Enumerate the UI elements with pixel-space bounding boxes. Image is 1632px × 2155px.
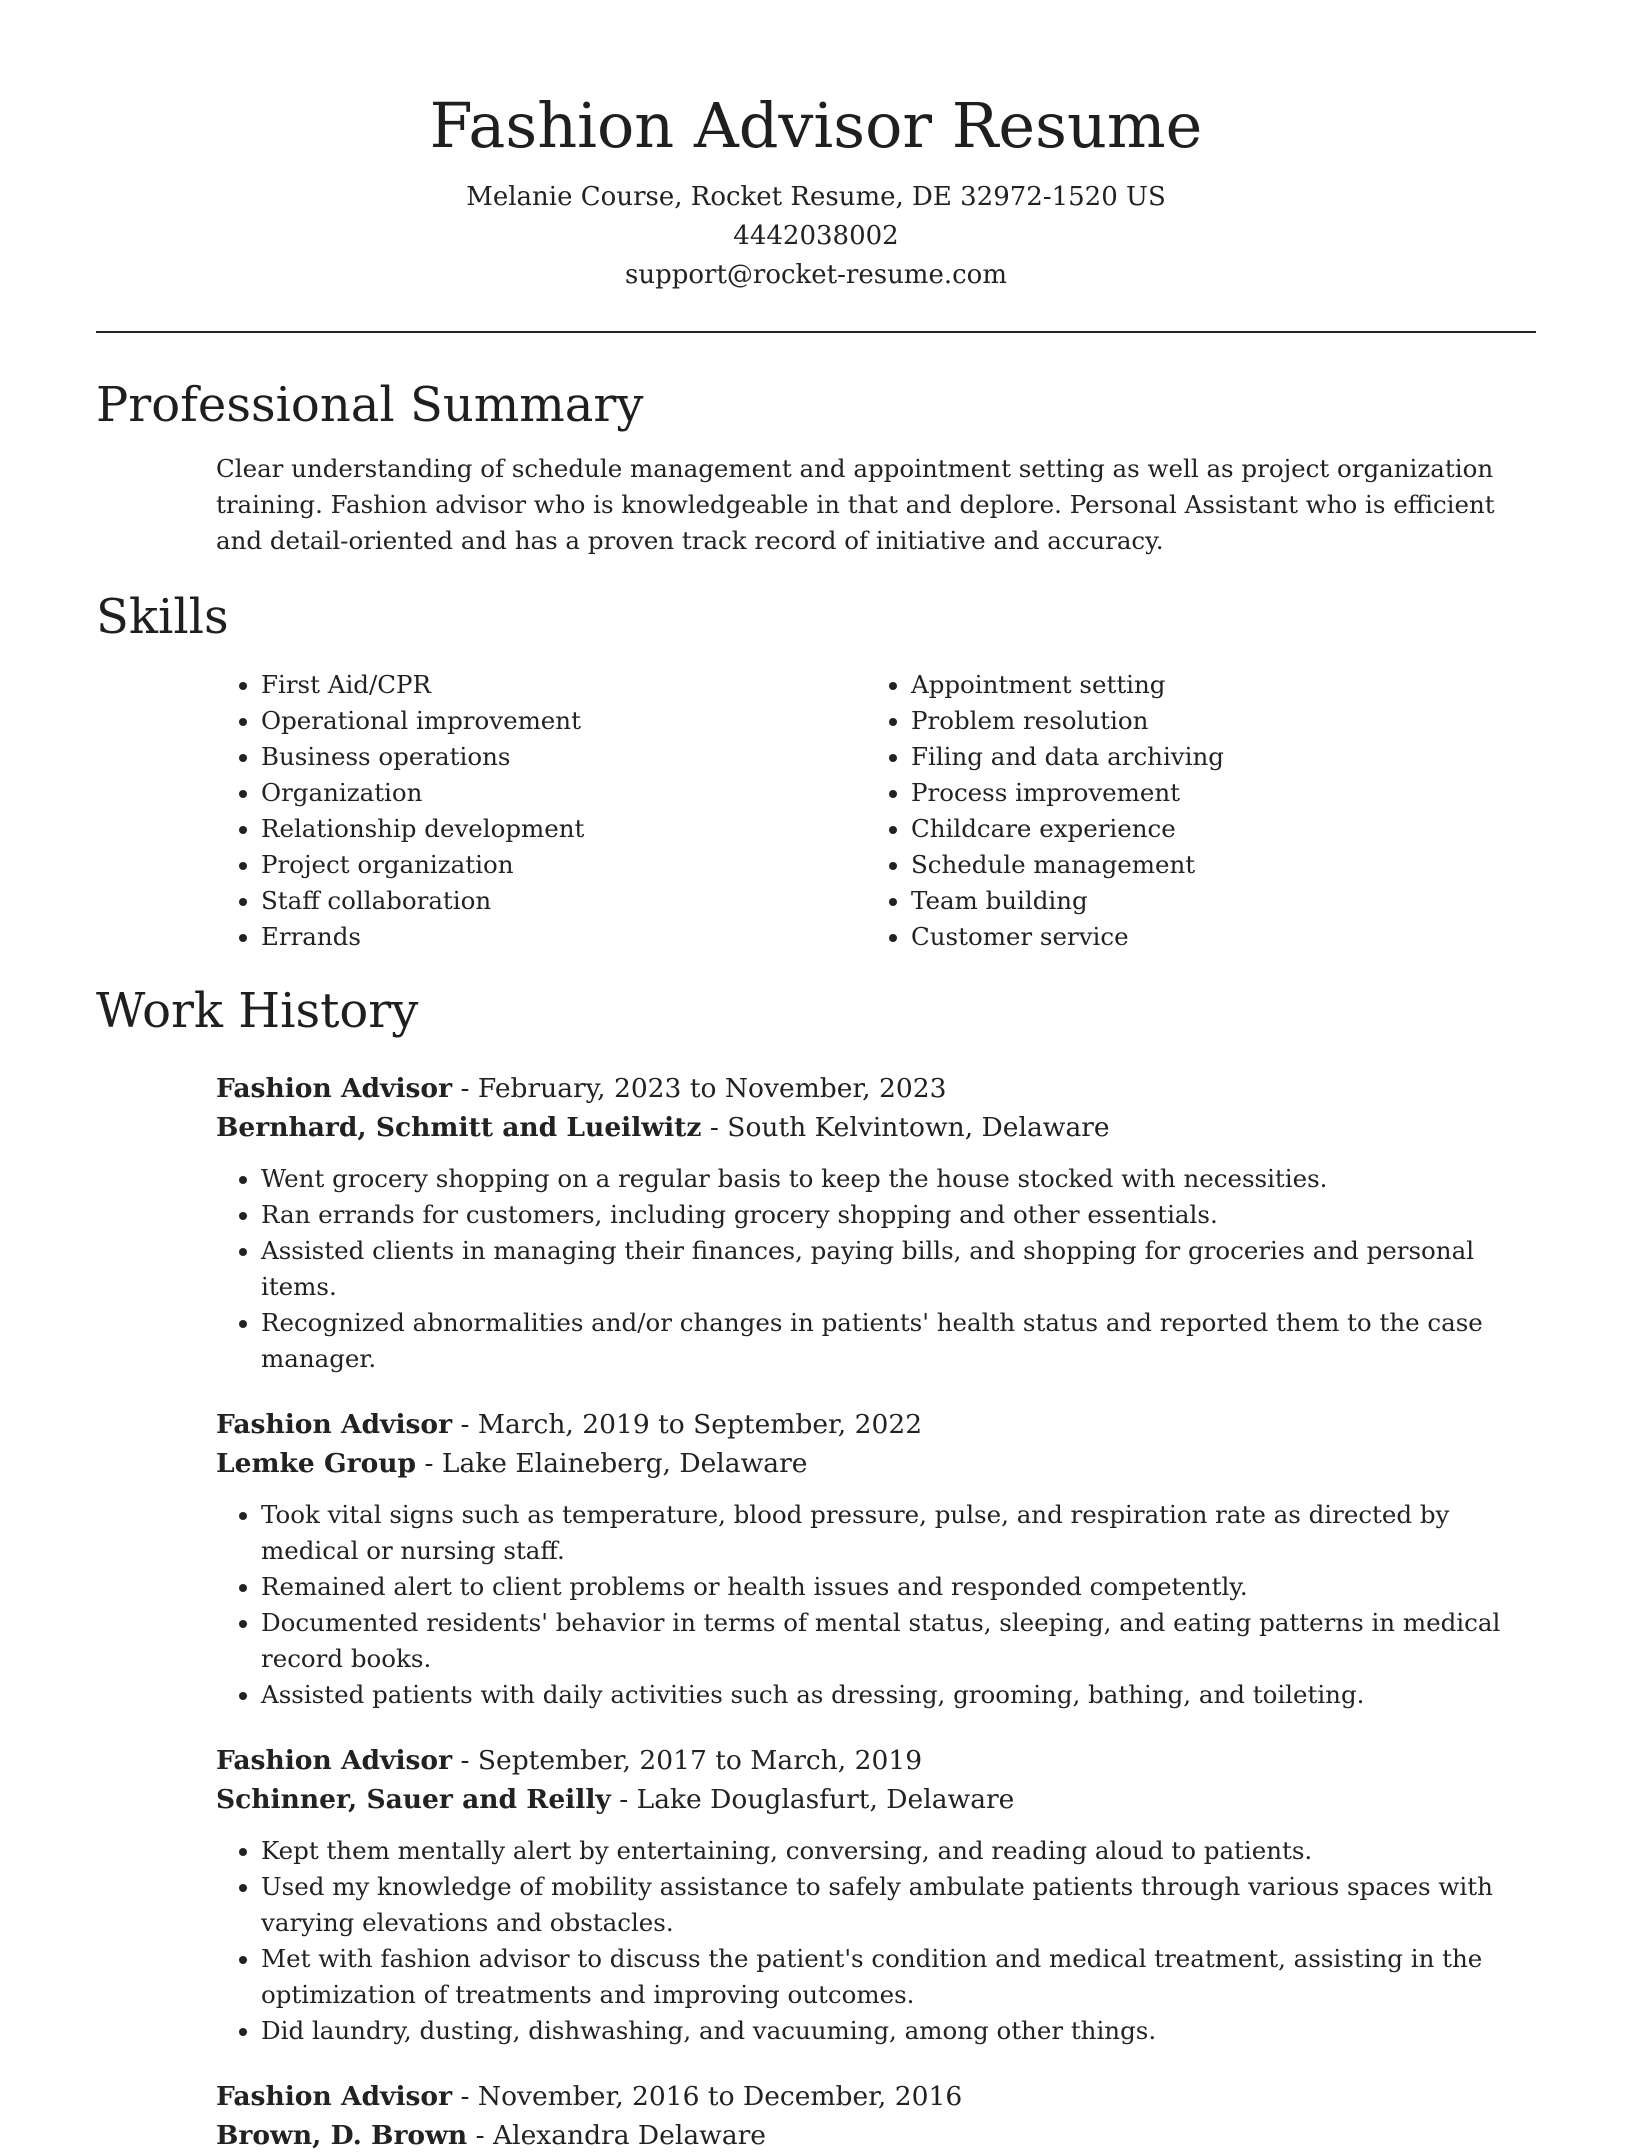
contact-email: support@rocket-resume.com bbox=[624, 260, 1007, 290]
job-bullets bbox=[216, 1161, 1536, 1377]
job-dates: - February, 2023 to November, 2023 bbox=[452, 1073, 947, 1104]
skill-item: • Business operations bbox=[261, 739, 866, 775]
skills-heading: Skills bbox=[96, 589, 229, 645]
work-history-section bbox=[96, 979, 1536, 2155]
skill-item: • Schedule management bbox=[911, 847, 1511, 883]
skill-item: • Problem resolution bbox=[911, 703, 1511, 739]
skills-section bbox=[96, 585, 1536, 955]
job-entry bbox=[216, 2077, 1536, 2155]
resume-title: Fashion Advisor Resume bbox=[429, 89, 1203, 162]
job-location: - Lake Elaineberg, Delaware bbox=[416, 1448, 808, 1479]
resume-page bbox=[96, 0, 1536, 2155]
job-title: Fashion Advisor bbox=[216, 1745, 453, 1776]
job-location: - South Kelvintown, Delaware bbox=[701, 1112, 1110, 1143]
summary-heading: Professional Summary bbox=[96, 377, 644, 433]
skill-item: • Process improvement bbox=[911, 775, 1511, 811]
job-bullets bbox=[216, 1833, 1536, 2049]
work-history-heading: Work History bbox=[96, 983, 419, 1039]
job-title: Fashion Advisor bbox=[216, 1409, 453, 1440]
skill-item: • Organization bbox=[261, 775, 866, 811]
job-bullet: • Assisted patients with daily activities such as dressing, grooming, bathing, and toileting. bbox=[261, 1677, 1536, 1713]
job-bullet: • Met with fashion advisor to discuss the patient's condition and medical treatment, assisting in the optimization of treatments and improving outcomes. bbox=[261, 1941, 1536, 2013]
job-dates: - November, 2016 to December, 2016 bbox=[452, 2081, 963, 2112]
skill-item: • Operational improvement bbox=[261, 703, 866, 739]
skill-item: • Customer service bbox=[911, 919, 1511, 955]
job-company: Brown, D. Brown bbox=[216, 2120, 468, 2151]
job-title-line bbox=[216, 1741, 1536, 1780]
skill-item: • Errands bbox=[261, 919, 866, 955]
job-entry bbox=[216, 1741, 1536, 2049]
job-title-line bbox=[216, 1069, 1536, 1108]
job-bullet: • Went grocery shopping on a regular basis to keep the house stocked with necessities. bbox=[261, 1161, 1536, 1197]
job-bullet: • Remained alert to client problems or health issues and responded competently. bbox=[261, 1569, 1536, 1605]
job-title: Fashion Advisor bbox=[216, 1073, 453, 1104]
job-bullet: • Ran errands for customers, including grocery shopping and other essentials. bbox=[261, 1197, 1536, 1233]
job-entry bbox=[216, 1069, 1536, 1377]
skill-item: • Appointment setting bbox=[911, 667, 1511, 703]
skill-item: • Project organization bbox=[261, 847, 866, 883]
job-bullet: • Documented residents' behavior in terms of mental status, sleeping, and eating patterns in medical record books. bbox=[261, 1605, 1536, 1677]
contact-block bbox=[96, 178, 1536, 295]
job-bullet: • Assisted clients in managing their finances, paying bills, and shopping for groceries and personal items. bbox=[261, 1233, 1536, 1305]
job-title: Fashion Advisor bbox=[216, 2081, 453, 2112]
job-company: Bernhard, Schmitt and Lueilwitz bbox=[216, 1112, 702, 1143]
job-location: - Alexandra Delaware bbox=[467, 2120, 766, 2151]
summary-text: Clear understanding of schedule management and appointment setting as well as project organization training. Fashion advisor who is knowledgeable in that and deplore. Personal Assistant who is efficient and detail-oriented and has a proven track record of initiative and accuracy. bbox=[216, 454, 1495, 555]
skill-item: • Childcare experience bbox=[911, 811, 1511, 847]
skills-list bbox=[216, 667, 1536, 955]
job-company: Schinner, Sauer and Reilly bbox=[216, 1784, 611, 1815]
summary-section bbox=[96, 373, 1536, 559]
job-bullets bbox=[216, 1497, 1536, 1713]
skill-item: • Relationship development bbox=[261, 811, 866, 847]
header-divider bbox=[96, 331, 1536, 333]
job-bullet: • Kept them mentally alert by entertaining, conversing, and reading aloud to patients. bbox=[261, 1833, 1536, 1869]
contact-address: Melanie Course, Rocket Resume, DE 32972-1520 US bbox=[466, 182, 1166, 212]
job-company-line bbox=[216, 1444, 1536, 1483]
job-title-line bbox=[216, 2077, 1536, 2116]
job-bullet: • Did laundry, dusting, dishwashing, and vacuuming, among other things. bbox=[261, 2013, 1536, 2049]
job-dates: - March, 2019 to September, 2022 bbox=[452, 1409, 923, 1440]
job-company-line bbox=[216, 1108, 1536, 1147]
job-bullet: • Took vital signs such as temperature, blood pressure, pulse, and respiration rate as directed by medical or nursing staff. bbox=[261, 1497, 1536, 1569]
job-company: Lemke Group bbox=[216, 1448, 417, 1479]
job-bullet: • Recognized abnormalities and/or changes in patients' health status and reported them to the case manager. bbox=[261, 1305, 1536, 1377]
job-location: - Lake Douglasfurt, Delaware bbox=[610, 1784, 1015, 1815]
contact-phone: 4442038002 bbox=[733, 221, 899, 251]
skill-item: • Filing and data archiving bbox=[911, 739, 1511, 775]
job-title-line bbox=[216, 1405, 1536, 1444]
skills-column-2 bbox=[866, 667, 1511, 955]
skills-column-1 bbox=[216, 667, 866, 955]
job-company-line bbox=[216, 2116, 1536, 2155]
skill-item: • First Aid/CPR bbox=[261, 667, 866, 703]
job-entry bbox=[216, 1405, 1536, 1713]
job-dates: - September, 2017 to March, 2019 bbox=[452, 1745, 923, 1776]
job-company-line bbox=[216, 1780, 1536, 1819]
skill-item: • Staff collaboration bbox=[261, 883, 866, 919]
skill-item: • Team building bbox=[911, 883, 1511, 919]
job-bullet: • Used my knowledge of mobility assistance to safely ambulate patients through various spaces with varying elevations and obstacles. bbox=[261, 1869, 1536, 1941]
